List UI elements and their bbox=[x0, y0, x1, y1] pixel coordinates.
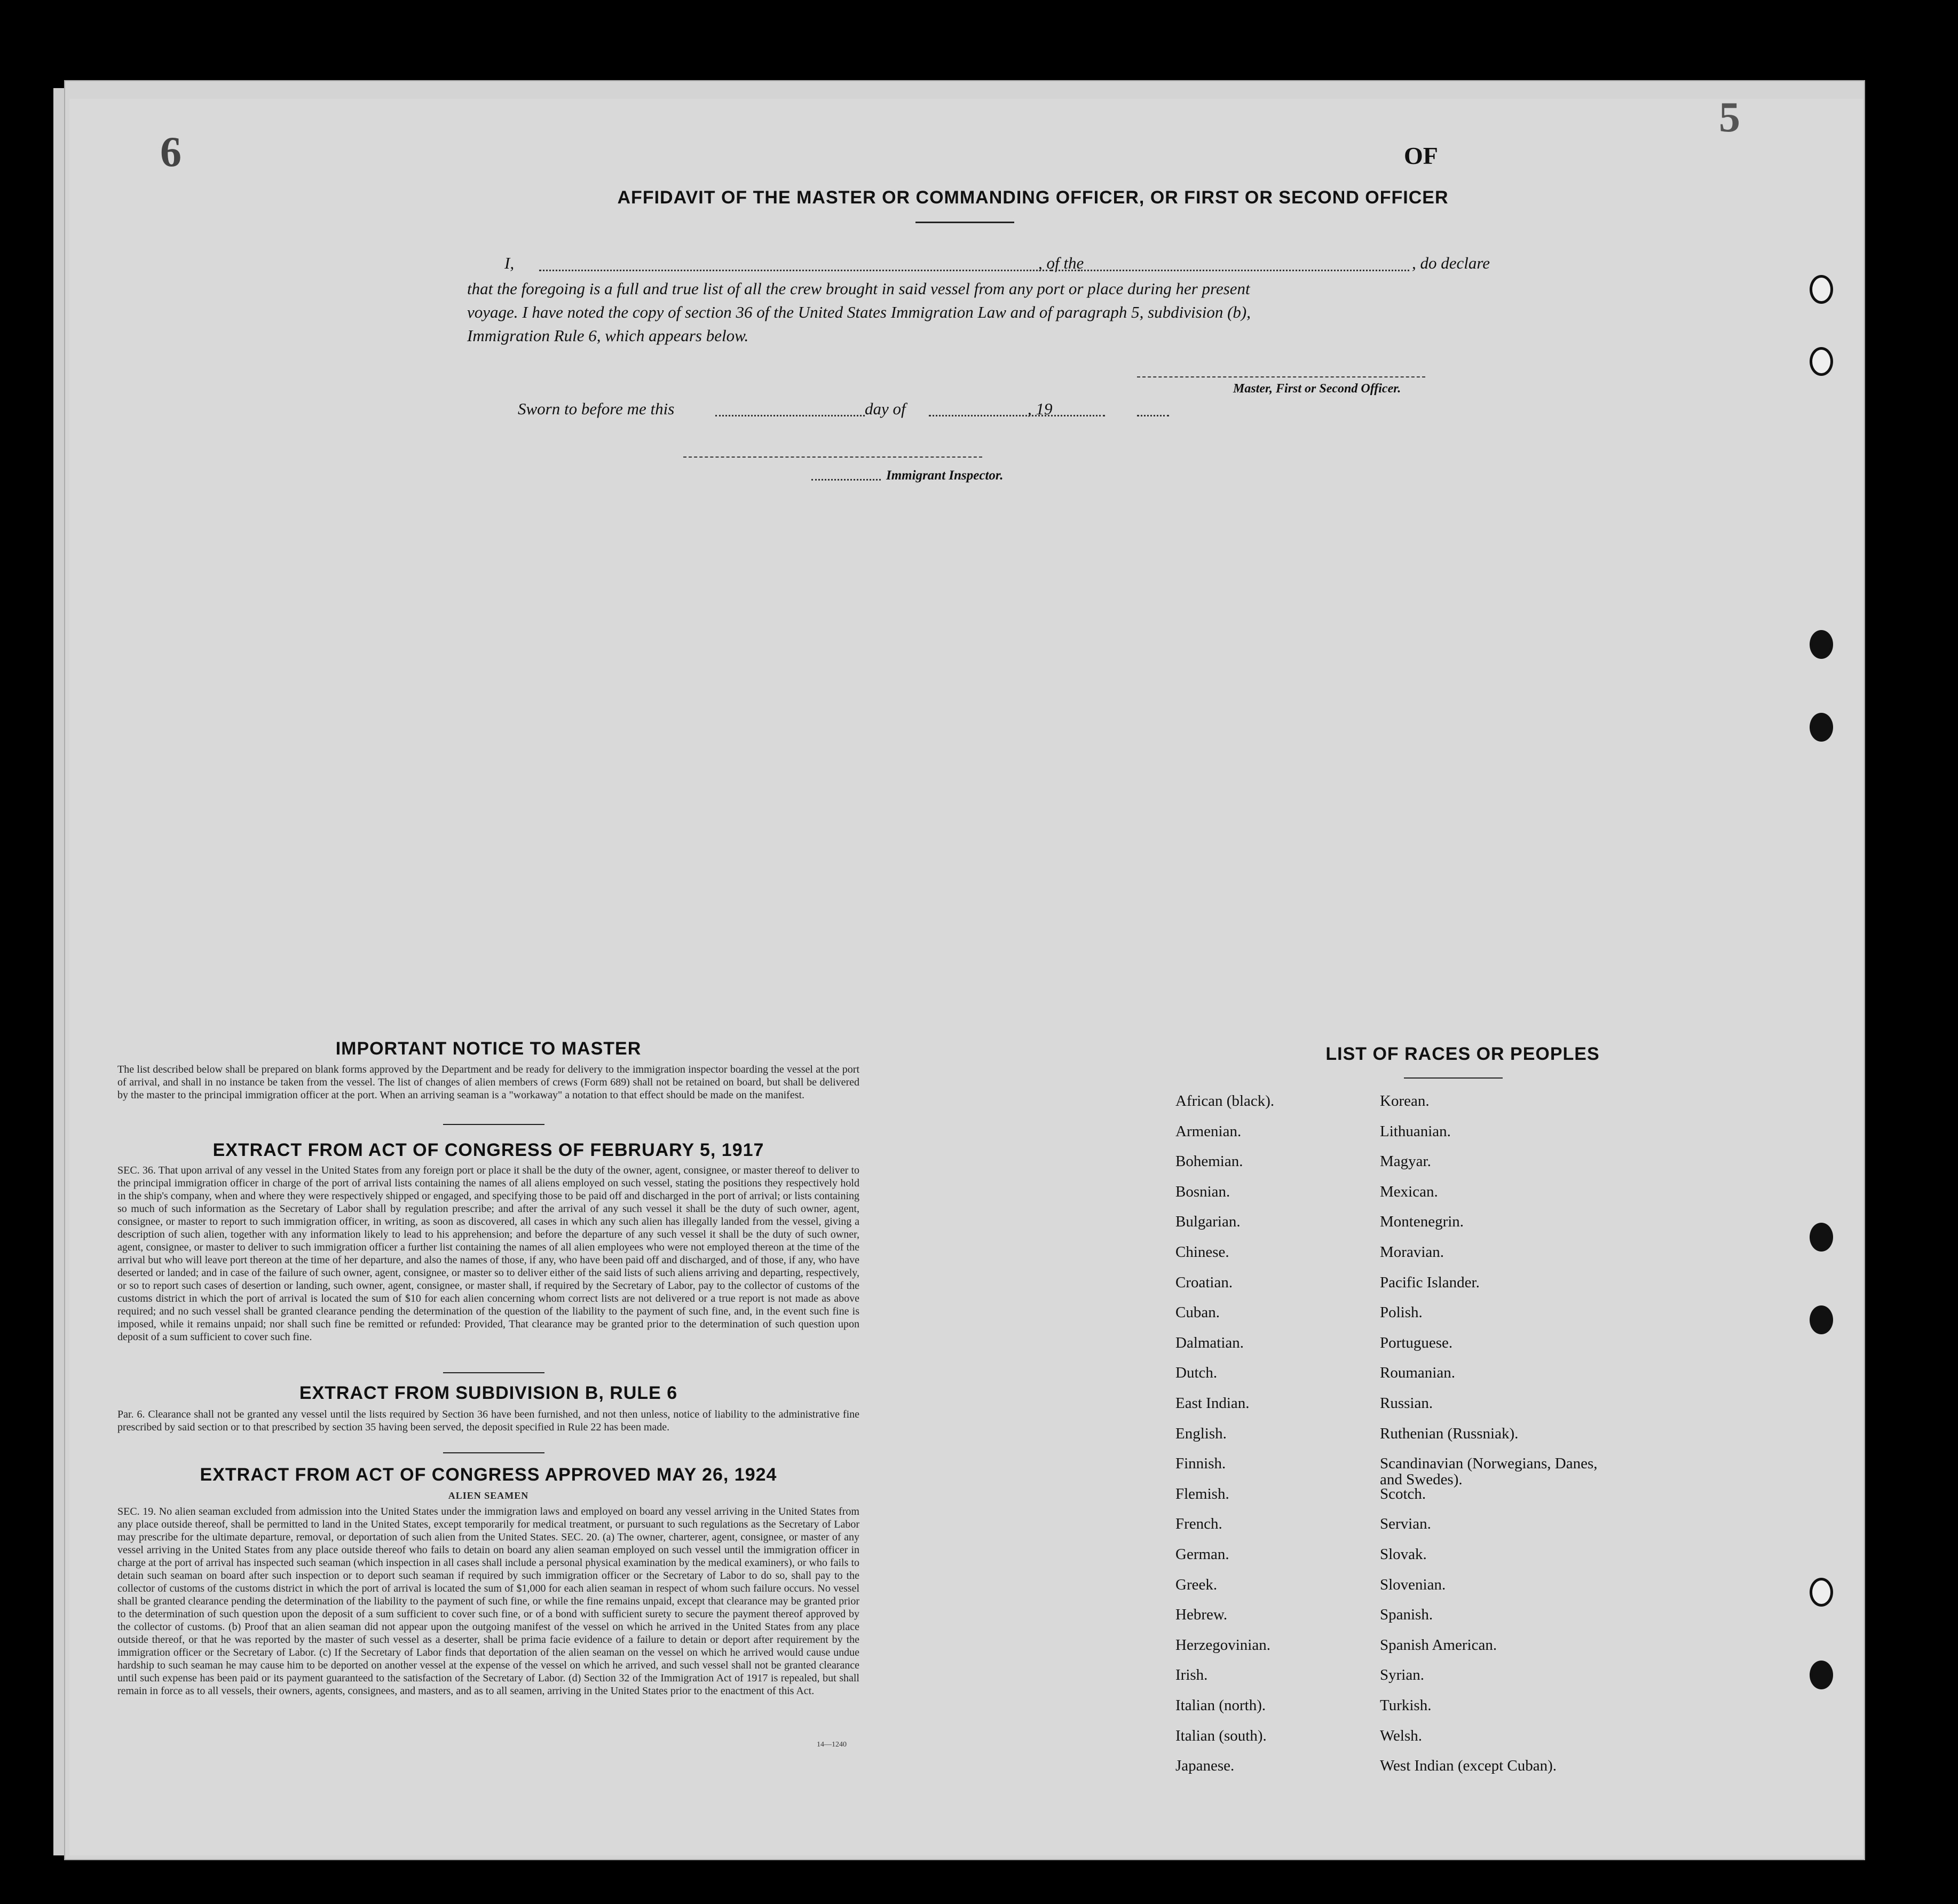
race-item: English. bbox=[1175, 1425, 1227, 1442]
race-item: African (black). bbox=[1175, 1092, 1275, 1110]
affidavit-body bbox=[467, 277, 1535, 348]
extract-1924-subtitle: ALIEN SEAMEN bbox=[448, 1490, 529, 1501]
race-item: Greek. bbox=[1175, 1576, 1218, 1593]
extract-1917-body: SEC. 36. That upon arrival of any vessel in the United States from any foreign port or place it shall be the duty of the owner, agent, consignee, or master thereof to deliver to the principal immigration officer in charge of the port of arrival lists containing the names of all aliens employed on such vessel, stating the positions they respectively hold in the ship's company, when and where they were respectively shipped or engaged, and specifying those to be paid off and discharged in the port of arrival; or lists containing so much of such information as the Secretary of Labor shall by regulation prescribe; and after the arrival of any such vessel it shall be the duty of such owner, agent, consignee, or master to report to such immigration officer, in writing, as soon as discovered, all cases in which any such alien has illegally landed from the vessel, giving a description of such alien, together with any information likely to lead to his apprehension; and before the departure of any such vessel it shall be the duty of such owner, agent, consignee, or master to deliver to such immigration officer a further list containing the names of all alien employees who were not employed thereon at the time of the arrival but who will leave port thereon at the time of her departure, and also the names of those, if any, who have been paid off and discharged, and of those, if any, who have deserted or landed; and in case of the failure of such owner, agent, consignee, or master so to deliver either of the said lists of such aliens arriving and departing, respectively, or so to report such cases of desertion or landing, such owner, agent, consignee, or master shall, if required by the Secretary of Labor, pay to the collector of customs of the customs district in which the port of arrival is located the sum of $10 for each alien concerning whom correct lists are not delivered or a true report is not made as above required; and no such vessel shall be granted clearance pending the determination of the question of the liability to the payment of such fine, and, in the event such fine is imposed, while it remains unpaid; nor shall such fine be remitted or refunded: Provided, That clearance may be granted prior to the determination of such question upon deposit of a sum sufficient to cover such fine. bbox=[117, 1165, 859, 1343]
form-number: 14—1240 bbox=[817, 1741, 847, 1749]
title-rule bbox=[915, 222, 1014, 223]
race-item: East Indian. bbox=[1175, 1395, 1250, 1412]
race-item: Armenian. bbox=[1175, 1122, 1242, 1140]
race-item: Turkish. bbox=[1380, 1697, 1432, 1714]
affidavit-declare: , do declare bbox=[1412, 254, 1490, 272]
races-title: LIST OF RACES OR PEOPLES bbox=[1325, 1044, 1600, 1064]
extract-1917-title: EXTRACT FROM ACT OF CONGRESS OF FEBRUARY 5, 1917 bbox=[212, 1140, 764, 1160]
race-item: Dutch. bbox=[1175, 1364, 1218, 1382]
affidavit-text-2: that the foregoing is a full and true list of all the crew brought in said vessel from any port or place during her present bbox=[467, 279, 1250, 298]
name-blank bbox=[539, 270, 1052, 271]
race-item: Hebrew. bbox=[1175, 1606, 1228, 1624]
sworn-day: day of bbox=[865, 399, 906, 418]
race-item: Slovak. bbox=[1380, 1546, 1427, 1563]
punch-hole bbox=[1810, 1578, 1833, 1607]
affidavit-of-the: , of the bbox=[1038, 254, 1084, 272]
corner-mark-top: OF bbox=[1404, 142, 1438, 169]
punch-hole bbox=[1810, 1223, 1833, 1252]
race-item: Chinese. bbox=[1175, 1244, 1229, 1261]
race-item: Irish. bbox=[1175, 1666, 1208, 1684]
race-item: Lithuanian. bbox=[1380, 1122, 1451, 1140]
race-item: Flemish. bbox=[1175, 1485, 1229, 1502]
race-item: Bulgarian. bbox=[1175, 1213, 1241, 1231]
race-item: Bohemian. bbox=[1175, 1153, 1243, 1170]
punch-hole bbox=[1810, 1305, 1833, 1334]
race-item: Roumanian. bbox=[1380, 1364, 1455, 1382]
inspector-line bbox=[683, 457, 982, 458]
corner-mark-left: 6 bbox=[160, 129, 181, 176]
year-blank bbox=[1137, 415, 1169, 416]
race-item: Scandinavian (Norwegians, Danes, and Swedes). bbox=[1380, 1455, 1598, 1489]
race-item: Syrian. bbox=[1380, 1666, 1424, 1684]
race-item: German. bbox=[1175, 1546, 1229, 1563]
race-item: Spanish American. bbox=[1380, 1636, 1497, 1654]
race-item: Japanese. bbox=[1175, 1757, 1235, 1775]
inspector-dots bbox=[811, 479, 881, 481]
affidavit-i: I, bbox=[504, 254, 515, 272]
affidavit-title: AFFIDAVIT OF THE MASTER OR COMMANDING OFFICER, OR FIRST OR SECOND OFFICER bbox=[617, 187, 1449, 208]
punch-hole bbox=[1810, 275, 1833, 304]
punch-hole bbox=[1810, 1661, 1833, 1689]
notice-rule bbox=[443, 1124, 544, 1125]
signature-line bbox=[1137, 376, 1425, 377]
race-item: Bosnian. bbox=[1175, 1183, 1230, 1200]
notice-title: IMPORTANT NOTICE TO MASTER bbox=[335, 1038, 642, 1059]
race-item: West Indian (except Cuban). bbox=[1380, 1757, 1557, 1775]
race-item: Croatian. bbox=[1175, 1273, 1233, 1291]
race-item: French. bbox=[1175, 1515, 1222, 1533]
extract-1924-title: EXTRACT FROM ACT OF CONGRESS APPROVED MAY 26, 1924 bbox=[200, 1465, 777, 1485]
notice-body: The list described below shall be prepared on blank forms approved by the Department and be ready for delivery to the immigration inspector boarding the vessel at the port of arrival, and shall in no instance be taken from the vessel. The list of changes of alien members of crews (Form 689) shall not be retained on board, but shall be delivered by the master to the principal immigration officer at the port. When an arriving seaman is a "workaway" a notation to that effect should be made on the manifest. bbox=[117, 1064, 859, 1101]
race-item: Spanish. bbox=[1380, 1606, 1433, 1624]
month-blank bbox=[929, 415, 1105, 416]
vessel-blank bbox=[1078, 270, 1409, 271]
race-item: Dalmatian. bbox=[1175, 1334, 1244, 1351]
corner-mark-right: 5 bbox=[1719, 94, 1740, 141]
extract-rule6-body: Par. 6. Clearance shall not be granted any vessel until the lists required by Section 36 have been furnished, and not then unless, notice of liability to the administrative fine prescribed by said section or to that prescribed by section 35 having been served, the deposit specified in Rule 22 has been made. bbox=[117, 1409, 859, 1433]
race-item: Portuguese. bbox=[1380, 1334, 1453, 1351]
race-item: Korean. bbox=[1380, 1092, 1430, 1110]
race-item: Slovenian. bbox=[1380, 1576, 1446, 1593]
race-item: Montenegrin. bbox=[1380, 1213, 1464, 1231]
extract-rule6-title: EXTRACT FROM SUBDIVISION B, RULE 6 bbox=[299, 1383, 678, 1403]
race-item: Finnish. bbox=[1175, 1455, 1226, 1473]
race-item: Italian (south). bbox=[1175, 1727, 1267, 1744]
races-rule bbox=[1404, 1077, 1503, 1079]
inspector-label: Immigrant Inspector. bbox=[886, 468, 1004, 483]
affidavit-text-3: voyage. I have noted the copy of section 36 of the United States Immigration Law and of paragraph 5, subdivision (b), bbox=[467, 303, 1251, 321]
race-item: Scotch. bbox=[1380, 1485, 1426, 1502]
race-item: Cuban. bbox=[1175, 1304, 1220, 1321]
sworn-prefix: Sworn to before me this bbox=[518, 399, 675, 418]
race-item: Moravian. bbox=[1380, 1244, 1444, 1261]
race-item: Mexican. bbox=[1380, 1183, 1438, 1200]
race-item: Herzegovinian. bbox=[1175, 1636, 1270, 1654]
signature-label: Master, First or Second Officer. bbox=[1233, 382, 1401, 396]
race-item: Polish. bbox=[1380, 1304, 1423, 1321]
punch-hole bbox=[1810, 347, 1833, 376]
affidavit-text-4: Immigration Rule 6, which appears below. bbox=[467, 326, 749, 345]
race-item: Ruthenian (Russniak). bbox=[1380, 1425, 1519, 1442]
sworn-year: , 19 bbox=[1028, 399, 1053, 418]
extract-rule6-rule bbox=[443, 1452, 544, 1453]
race-item: Russian. bbox=[1380, 1395, 1433, 1412]
punch-hole bbox=[1810, 630, 1833, 659]
race-item: Italian (north). bbox=[1175, 1697, 1266, 1714]
day-blank bbox=[715, 415, 865, 416]
extract-1917-rule bbox=[443, 1372, 544, 1373]
race-item: Pacific Islander. bbox=[1380, 1273, 1480, 1291]
document-page bbox=[69, 94, 1863, 1855]
race-item: Welsh. bbox=[1380, 1727, 1423, 1744]
punch-hole bbox=[1810, 713, 1833, 742]
extract-1924-body: SEC. 19. No alien seaman excluded from admission into the United States under the immigration laws and employed on board any vessel arriving in the United States from any place outside thereof, shall be permitted to land in the United States, except temporarily for medical treatment, or pursuant to such regulations as the Secretary of Labor may prescribe for the ultimate departure, removal, or deportation of such alien from the United States. SEC. 20. (a) The owner, charterer, agent, consignee, or master of any vessel arriving in the United States from any place outside thereof who fails to detain on board any alien seaman employed on such vessel until the immigration officer in charge at the port of arrival has inspected such seaman (which inspection in all cases shall include a personal physical examination by the medical examiners), or who fails to detain such seaman on board after such inspection or to deport such seaman if required by such immigration officer or the Secretary of Labor to do so, shall pay to the collector of customs of the customs district in which the port of arrival is located the sum of $1,000 for each alien seaman in respect of whom such failure occurs. No vessel shall be granted clearance pending the determination of the liability to the payment of such fine, or while the fine remains unpaid, except that clearance may be granted prior to the determination of such question upon the deposit of a sum sufficient to cover such fine, or of a bond with sufficient surety to secure the payment thereof approved by the collector of customs. (b) Proof that an alien seaman did not appear upon the outgoing manifest of the vessel on which he arrived in the United States from any place outside thereof, or that he was reported by the master of such vessel as a deserter, shall be prima facie evidence of a failure to detain or deport after requirement by the immigration officer or the Secretary of Labor. (c) If the Secretary of Labor finds that deportation of the alien seaman on the vessel on which he arrived would cause undue hardship to such seaman he may cause him to be deported on another vessel at the expense of the vessel on which he arrived, and such vessel shall not be granted clearance until such expense has been paid or its payment guaranteed to the satisfaction of the Secretary of Labor. (d) Section 32 of the Immigration Act of 1917 is repealed, but shall remain in force as to all vessels, their owners, agents, consignees, and masters, and as to all seamen, arriving in the United States prior to the enactment of this Act. bbox=[117, 1506, 859, 1697]
race-item: Servian. bbox=[1380, 1515, 1431, 1533]
race-item: Magyar. bbox=[1380, 1153, 1431, 1170]
